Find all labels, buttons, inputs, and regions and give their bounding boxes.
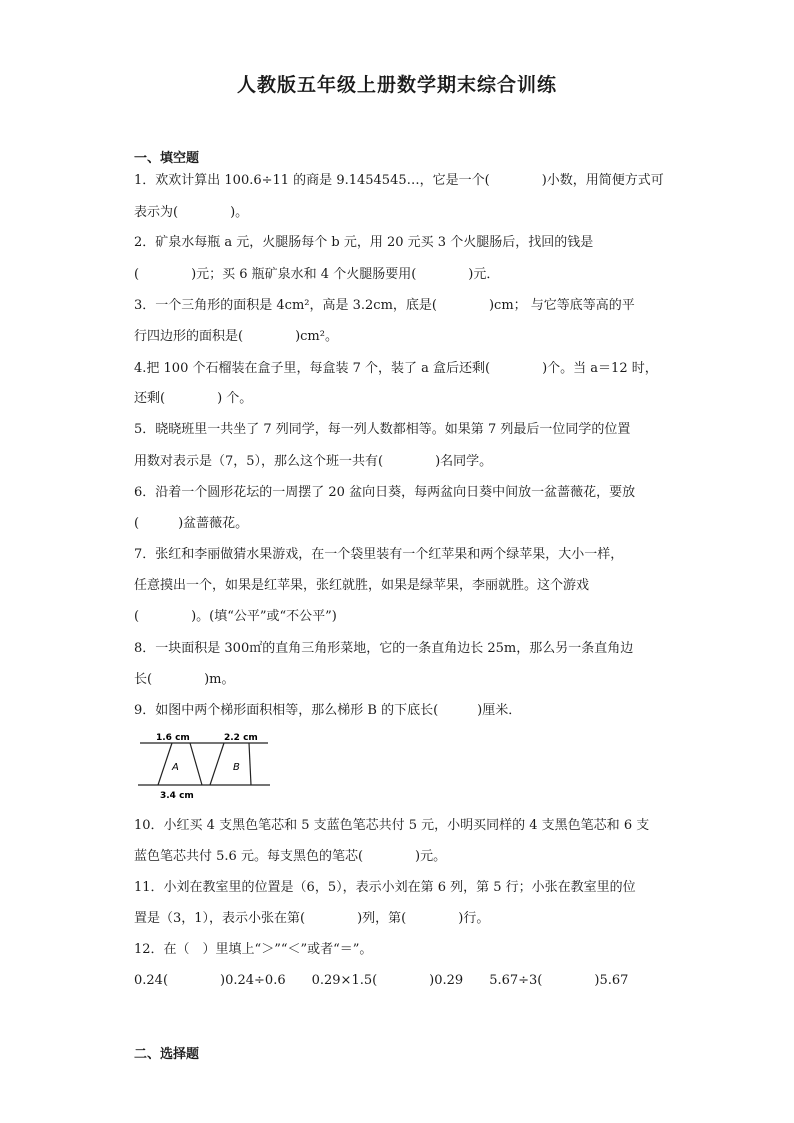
question-10-line-1: 10．小红买 4 支黑色笔芯和 5 支蓝色笔芯共付 5 元，小明买同样的 4 支黑色笔芯和 6 支 <box>134 818 650 833</box>
question-5-line-2: 用数对表示是（7，5），那么这个班一共有( )名同学。 <box>134 454 493 469</box>
trapezoid-a-left-edge <box>158 743 172 785</box>
question-1-line-1: 1．欢欢计算出 100.6÷11 的商是 9.1454545…，它是一个( )小数，用简便方式可 <box>134 173 664 188</box>
section-fill-in-title: 一、填空题 <box>134 151 200 166</box>
question-7-line-2: 任意摸出一个，如果是红苹果，张红就胜，如果是绿苹果，李丽就胜。这个游戏 <box>134 578 590 593</box>
question-1-line-2: 表示为( )。 <box>134 205 249 220</box>
question-6-line-2: ( )盆蔷薇花。 <box>134 516 249 531</box>
question-7-line-3: ( )。(填“公平”或“不公平”) <box>134 609 337 624</box>
question-8-line-2: 长( )m。 <box>134 672 235 687</box>
trapezoid-b-label: B <box>233 762 240 773</box>
question-3-line-1: 3．一个三角形的面积是 4cm²，高是 3.2cm，底是( )cm； 与它等底等高的平 <box>134 298 635 313</box>
question-2-line-1: 2．矿泉水每瓶 a 元，火腿肠每个 b 元，用 20 元买 3 个火腿肠后，找回的钱是 <box>134 235 594 250</box>
question-7-line-1: 7．张红和李丽做猜水果游戏，在一个袋里装有一个红苹果和两个绿苹果，大小一样， <box>134 547 624 562</box>
page-title: 人教版五年级上册数学期末综合训练 <box>236 74 557 96</box>
trapezoid-figure <box>134 730 274 802</box>
question-3-line-2: 行四边形的面积是( )cm²。 <box>134 329 338 344</box>
trapezoid-b-left-edge <box>210 743 224 785</box>
top-b-length-label: 2.2 cm <box>224 733 258 743</box>
question-4-line-2: 还剩( ) 个。 <box>134 391 253 406</box>
question-9-line-1: 9．如图中两个梯形面积相等，那么梯形 B 的下底长( )厘米． <box>134 703 522 718</box>
question-10-line-2: 蓝色笔芯共付 5.6 元。每支黑色的笔芯( )元。 <box>134 849 447 864</box>
trapezoid-a-right-edge <box>190 743 202 785</box>
question-11-line-2: 置是（3，1），表示小张在第( )列，第( )行。 <box>134 911 490 926</box>
bottom-a-length-label: 3.4 cm <box>160 791 194 801</box>
question-6-line-1: 6．沿着一个圆形花坛的一周摆了 20 盆向日葵，每两盆向日葵中间放一盆蔷薇花，要放 <box>134 485 636 500</box>
question-8-line-1: 8．一块面积是 300㎡的直角三角形菜地，它的一条直角边长 25m，那么另一条直角边 <box>134 641 634 656</box>
top-a-length-label: 1.6 cm <box>156 733 190 743</box>
question-11-line-1: 11．小刘在教室里的位置是（6，5），表示小刘在第 6 列，第 5 行；小张在教室里的位 <box>134 880 636 895</box>
question-5-line-1: 5．晓晓班里一共坐了 7 列同学，每一列人数都相等。如果第 7 列最后一位同学的位置 <box>134 422 631 437</box>
section-choice-title: 二、选择题 <box>134 1047 200 1062</box>
trapezoid-b-right-edge <box>249 743 251 785</box>
question-4-line-1: 4.把 100 个石榴装在盒子里，每盒装 7 个，装了 a 盒后还剩( )个。当 a＝12 时， <box>134 361 658 376</box>
trapezoid-a-label: A <box>172 762 179 773</box>
question-12-line-2: 0.24( )0.24÷0.6 0.29×1.5( )0.29 5.67÷3( )5.67 <box>134 973 629 988</box>
question-2-line-2: ( )元；买 6 瓶矿泉水和 4 个火腿肠要用( )元． <box>134 267 500 282</box>
question-12-line-1: 12．在（ ）里填上“＞”“＜”或者“＝”。 <box>134 942 373 957</box>
